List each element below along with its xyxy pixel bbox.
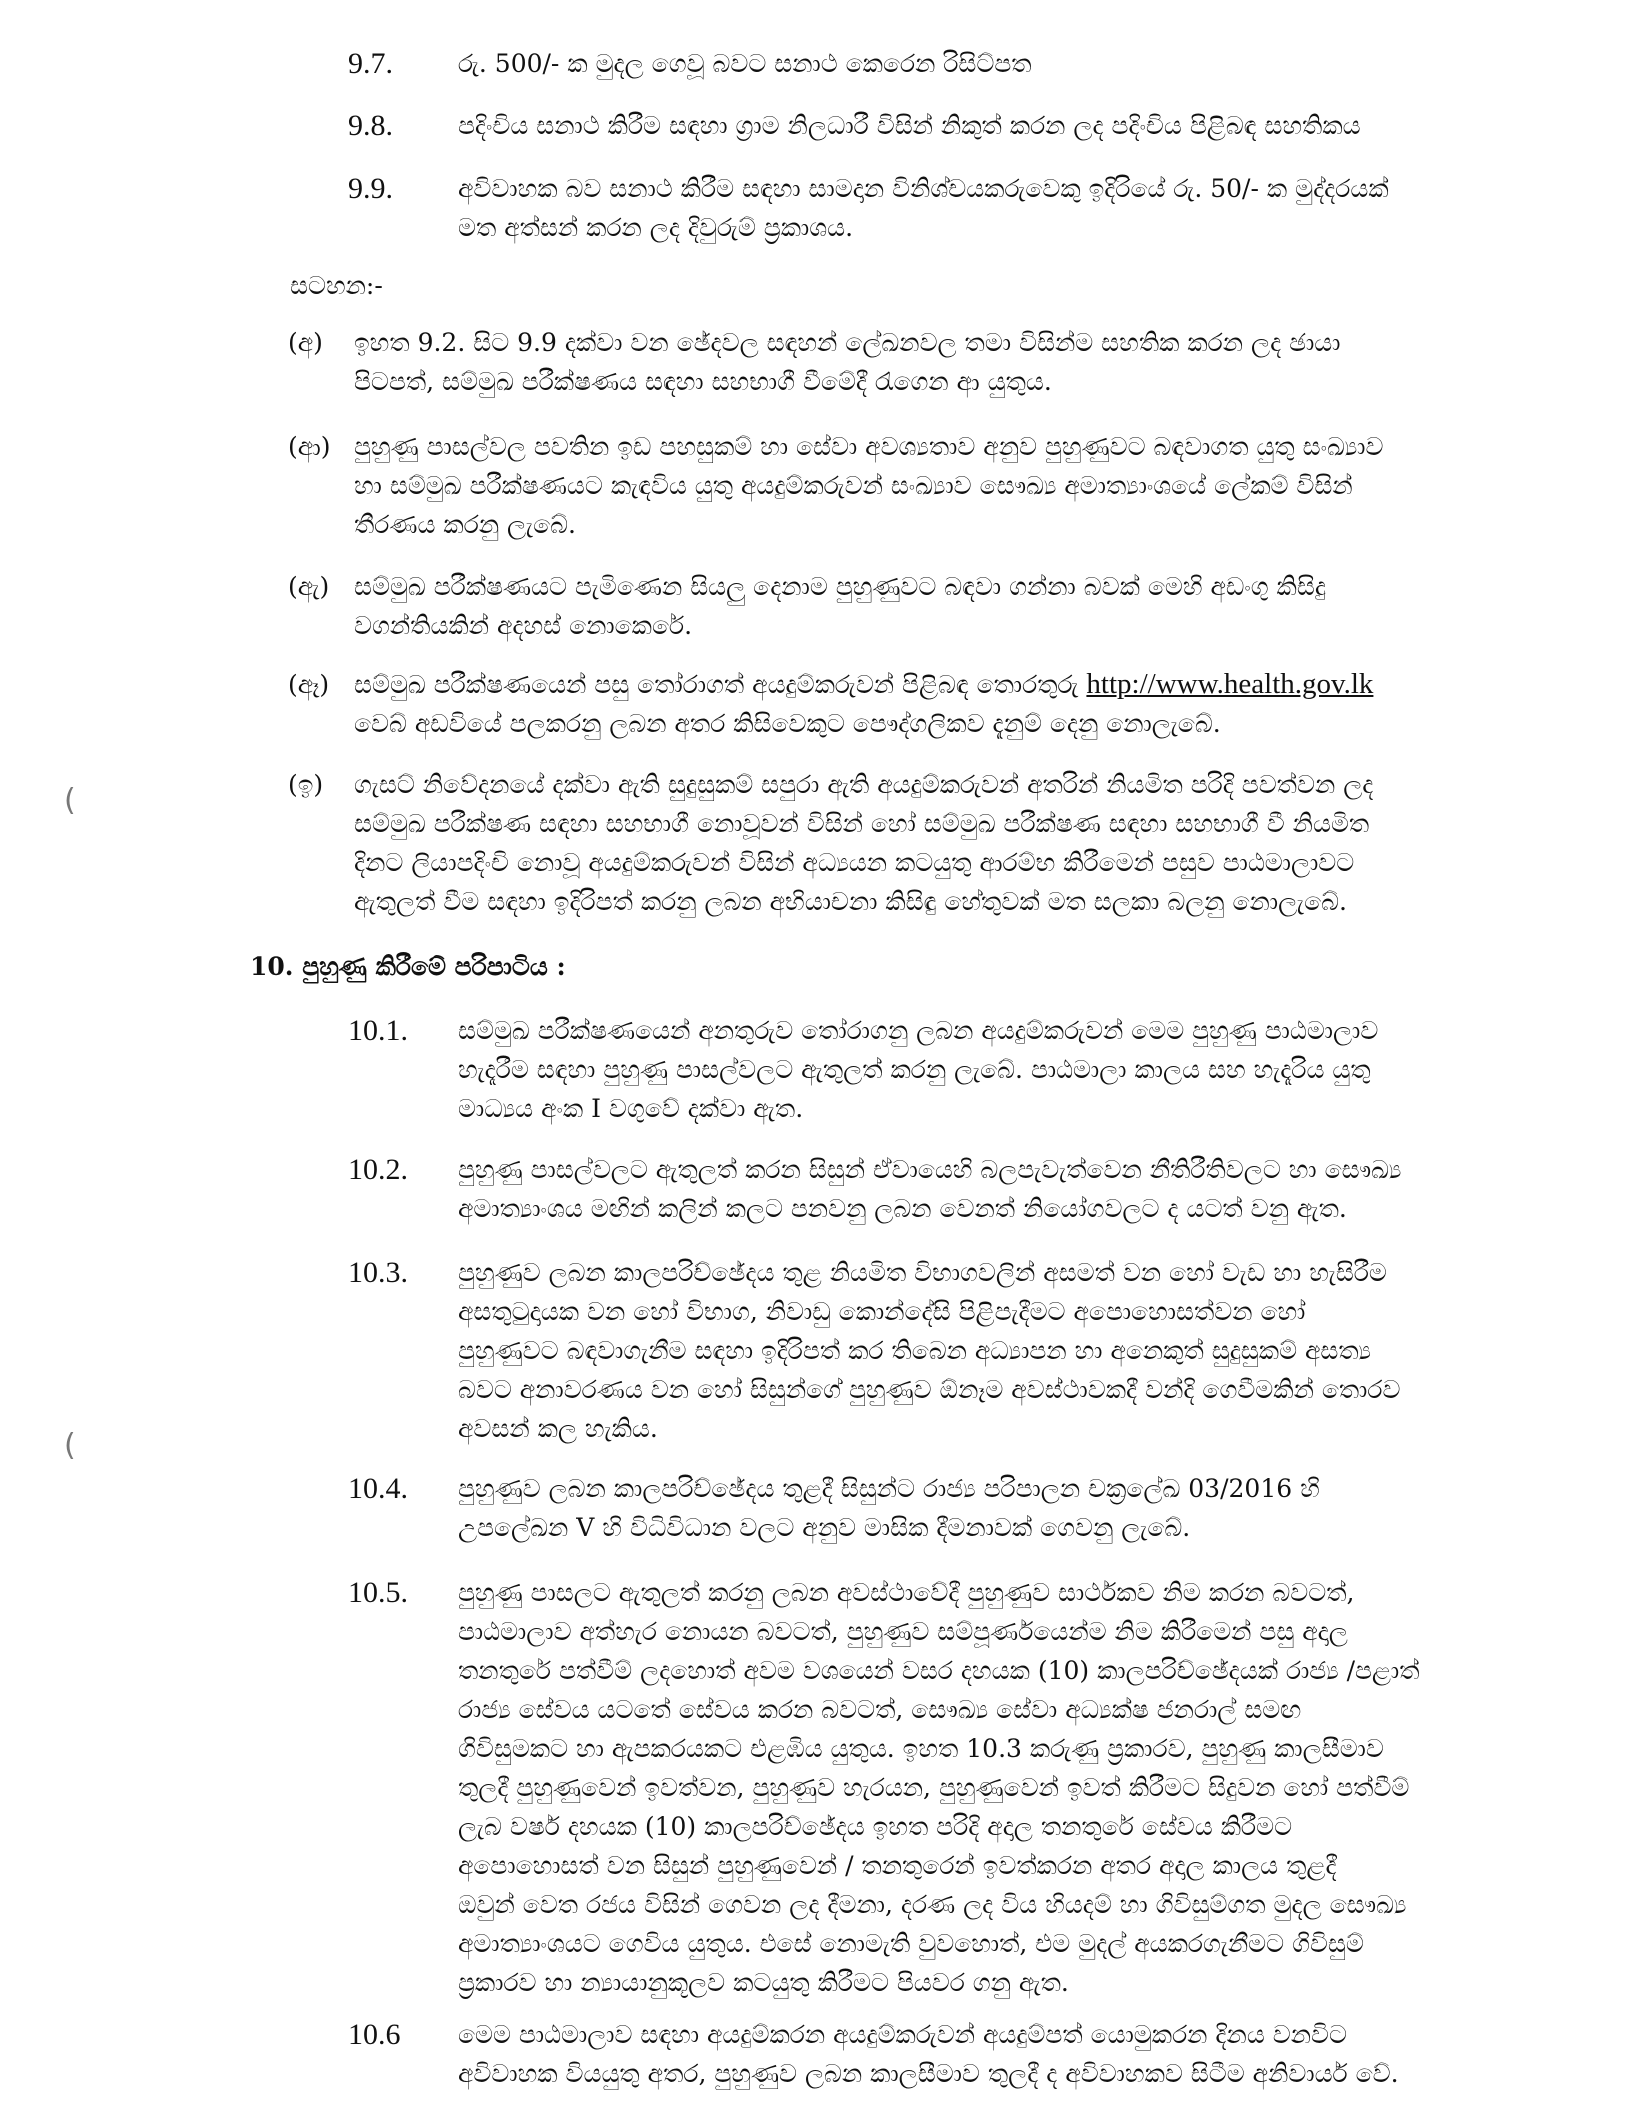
item-text bbox=[458, 1253, 1598, 1448]
note-mark: (ඇ) bbox=[288, 572, 330, 601]
item-text bbox=[458, 1150, 1598, 1228]
item-number: 10.3. bbox=[348, 1256, 408, 1289]
item-line: උපලේඛන V හි විධිවිධාන වලට අනුව මාසික දීමනාවක් ගෙවනු ලැබේ. bbox=[458, 1513, 1191, 1542]
item-line: අවසන් කල හැකිය. bbox=[458, 1414, 658, 1443]
note-line: වගන්තියකින් අදහස් නොකෙරේ. bbox=[354, 611, 693, 640]
item-text bbox=[458, 106, 1598, 145]
item-text bbox=[458, 1469, 1598, 1547]
item-number: 10.5. bbox=[348, 1576, 408, 1609]
item-line: අපොහොසත් වන සිසුන් පුහුණුවෙන් / තනතුරෙන් ඉවත්කරන අතර අදාල කාලය තුළදී bbox=[458, 1851, 1337, 1880]
item-line: මෙම පාඨමාලාව සඳහා අයදුම්කරන අයදුම්කරුවන් අයදුම්පත් යොමුකරන දිනය වනවිට bbox=[458, 2020, 1347, 2049]
item-number: 9.9. bbox=[348, 172, 393, 205]
item-line: පදිංචිය සනාථ කිරීම සඳහා ග්‍රාම නිලධාරී විසින් නිකුත් කරන ලද පදිංචිය පිළිබඳ සහතිකය bbox=[458, 111, 1361, 140]
item-line: පුහුණු පාසල්වලට ඇතුලත් කරන සිසුන් ඒවායෙහි බලපැවැත්වෙන නීතිරීතිවලට හා සෞඛ්‍ය bbox=[458, 1155, 1402, 1184]
note-line: සම්මුඛ පරීක්ෂණයට පැමිණෙන සියලු දෙනාම පුහුණුවට බඳවා ගන්නා බවක් මෙහි අඩංගු කිසිදු bbox=[354, 572, 1326, 601]
note-text bbox=[354, 567, 1598, 645]
item-line: අවිවාහක වියයුතු අතර, පුහුණුව ලබන කාලසීමාව තුලදී ද අවිවාහකව සිටීම අනිවාර්ය වේ. bbox=[458, 2059, 1399, 2088]
item-line: අසතුටුදායක වන හෝ විභාග, නිවාඩු කොන්දේසි පිළිපැදීමට අපොහොසත්වන හෝ bbox=[458, 1297, 1306, 1326]
item-line: ප්‍රකාරව හා න්‍යායානුකූලව කටයුතු කිරීමට පියවර ගනු ඇත. bbox=[458, 1968, 1069, 1997]
note-mark: (ඉ) bbox=[288, 770, 324, 799]
note-line: හා සම්මුඛ පරීක්ෂණයට කැඳවිය යුතු අයදුම්කරුවන් සංඛ්‍යාව සෞඛ්‍ය අමාත්‍යාංශයේ ලේකම් විසින් bbox=[354, 471, 1353, 500]
item-number: 10.2. bbox=[348, 1153, 408, 1186]
item-text bbox=[458, 169, 1598, 247]
note-mark: (ආ) bbox=[288, 432, 331, 461]
note-text bbox=[354, 665, 1598, 743]
item-number: 9.8. bbox=[348, 109, 393, 142]
item-text bbox=[458, 1573, 1598, 2002]
note-line: වෙබ් අඩවියේ පලකරනු ලබන අතර කිසිවෙකුට පෞද්ගලිකව දැනුම් දෙනු නොලැබේ. bbox=[354, 709, 1221, 738]
section-10-heading: 10. පුහුණු කිරීමේ පරිපාටිය : bbox=[250, 952, 566, 981]
note-text bbox=[354, 323, 1598, 401]
item-line: සම්මුඛ පරීක්ෂණයෙන් අනතුරුව තෝරාගනු ලබන අයදුම්කරුවන් මෙම පුහුණු පාඨමාලාව bbox=[458, 1016, 1379, 1045]
item-line: තුලදී පුහුණුවෙන් ඉවත්වන, පුහුණුව හැරයන, පුහුණුවෙන් ඉවත් කිරීමට සිදුවන හෝ පත්වීම් bbox=[458, 1773, 1410, 1802]
item-text bbox=[458, 2015, 1598, 2093]
note-line: ඉහත 9.2. සිට 9.9 දක්වා වන ඡේදවල සඳහන් ලේඛනවල තමා විසින්ම සහතික කරන ලද ඡායා bbox=[354, 328, 1341, 357]
note-line: දිනට ලියාපදිංචි නොවූ අයදුම්කරුවන් විසින් අධ්‍යයන කටයුතු ආරම්භ කිරීමෙන් පසුව පාඨමාලාවට bbox=[354, 848, 1355, 877]
item-line: අවිවාහක බව සනාථ කිරීම සඳහා සාමදාන විනිශ්චයකරුවෙකු ඉදිරියේ රු. 50/- ක මුද්දරයක් bbox=[458, 174, 1389, 203]
item-line: ගිවිසුමකට හා ඇපකරයකට එළඹිය යුතුය. ඉහත 10.3 කරුණු ප්‍රකාරව, පුහුණු කාලසීමාව bbox=[458, 1734, 1384, 1763]
note-line-prefix: සම්මුඛ පරීක්ෂණයෙන් පසු තෝරාගත් අයදුම්කරුවන් පිළිබඳ තොරතුරු bbox=[354, 670, 1087, 699]
notes-heading: සටහන:- bbox=[290, 271, 383, 300]
item-line: පාඨමාලාව අත්හැර නොයන බවටත්, පුහුණුව සම්පූර්ණයෙන්ම නිම කිරීමෙන් පසු අදාල bbox=[458, 1617, 1348, 1646]
item-line: බවට අනාවරණය වන හෝ සිසුන්ගේ පුහුණුව ඕනෑම අවස්ථාවකදී වන්දි ගෙවීමකින් තොරව bbox=[458, 1375, 1401, 1404]
note-line: සම්මුඛ පරීක්ෂණ සඳහා සහභාගී නොවූවන් විසින් හෝ සම්මුඛ පරීක්ෂණ සඳහා සහභාගී වී නියමිත bbox=[354, 809, 1370, 838]
note-line: ගැසට් නිවේදනයේ දක්වා ඇති සුදුසුකම් සපුරා ඇති අයදුම්කරුවන් අතරින් නියමිත පරිදි පවත්වන ලද bbox=[354, 770, 1374, 799]
note-line: තීරණය කරනු ලැබේ. bbox=[354, 510, 576, 539]
margin-bracket-mark: ( bbox=[64, 783, 76, 818]
note-mark: (අ) bbox=[288, 328, 323, 357]
item-line: මාධ්‍යය අංක I වගුවේ දක්වා ඇත. bbox=[458, 1094, 804, 1123]
item-line: ලැබ වර්ෂ දහයක (10) කාලපරිච්ඡේදය ඉහත පරිදි අදාල තනතුරේ සේවය කිරීමට bbox=[458, 1812, 1293, 1841]
note-line: ඇතුලත් වීම සඳහා ඉදිරිපත් කරනු ලබන අභියාචනා කිසිඳු හේතුවක් මත සලකා බලනු නොලැබේ. bbox=[354, 887, 1347, 916]
note-text bbox=[354, 765, 1598, 921]
item-line: අමාත්‍යාංශය මඟින් කලින් කලට පනවනු ලබන වෙනත් නියෝගවලට ද යටත් වනු ඇත. bbox=[458, 1194, 1347, 1223]
item-line: පුහුණුව ලබන කාලපරිච්ඡේදය තුළදී සිසුන්ට රාජ්‍ය පරිපාලන චක්‍රලේඛ 03/2016 හි bbox=[458, 1474, 1320, 1503]
item-line: පුහුණු පාසලට ඇතුලත් කරනු ලබන අවස්ථාවේදී පුහුණුව සාර්ථකව නිම කරන බවටත්, bbox=[458, 1578, 1355, 1607]
item-line: පුහුණුව ලබන කාලපරිච්ඡේදය තුළ නියමිත විභාගවලින් අසමත් වන හෝ වැඩ හා හැසිරීම bbox=[458, 1258, 1387, 1287]
item-text bbox=[458, 44, 1598, 83]
item-line: හැදෑරීම සඳහා පුහුණු පාසල්වලට ඇතුලත් කරනු ලැබේ. පාඨමාලා කාලය සහ හැදෑරිය යුතු bbox=[458, 1055, 1371, 1084]
item-line: ඔවුන් වෙත රජය විසින් ගෙවන ලද දීමනා, දරණ ලද විය හියදම් හා ගිවිසුම්ගත මුදල සෞඛ්‍ය bbox=[458, 1890, 1407, 1919]
note-text bbox=[354, 427, 1598, 544]
note-mark: (ඈ) bbox=[288, 670, 330, 699]
note-line bbox=[354, 665, 1598, 704]
item-line: රාජ්‍ය සේවය යටතේ සේවය කරන බවටත්, සෞඛ්‍ය සේවා අධ්‍යක්ෂ ජනරාල් සමඟ bbox=[458, 1695, 1302, 1724]
item-line: පුහුණුවට බඳවාගැනීම සඳහා ඉදිරිපත් කර තිබෙන අධ්‍යාපන හා අනෙකුත් සුදුසුකම් අසත්‍ය bbox=[458, 1336, 1372, 1365]
item-line: රු. 500/- ක මුදල ගෙවූ බවට සනාථ කෙරෙන රිසිට්පත bbox=[458, 49, 1032, 78]
health-website-link[interactable]: http://www.health.gov.lk bbox=[1086, 668, 1374, 700]
note-line: පුහුණු පාසල්වල පවතින ඉඩ පහසුකම් හා සේවා අවශ්‍යතාව අනුව පුහුණුවට බඳවාගත යුතු සංඛ්‍යාව bbox=[354, 432, 1384, 461]
margin-bracket-mark: ( bbox=[64, 1428, 76, 1463]
item-line: මත අත්සන් කරන ලද දිවුරුම් ප්‍රකාශය. bbox=[458, 213, 854, 242]
item-line: අමාත්‍යාංශයට ගෙවිය යුතුය. එසේ නොමැති වුවහොත්, එම මුදල් අයකරගැනීමට ගිවිසුම් bbox=[458, 1929, 1364, 1958]
item-number: 9.7. bbox=[348, 47, 393, 80]
item-number: 10.4. bbox=[348, 1472, 408, 1505]
item-line: තනතුරේ පත්වීම් ලදහොත් අවම වශයෙන් වසර දහයක (10) කාලපරිච්ඡේදයක් රාජ්‍ය /පළාත් bbox=[458, 1656, 1420, 1685]
item-number: 10.1. bbox=[348, 1014, 408, 1047]
item-text bbox=[458, 1011, 1598, 1128]
item-number: 10.6 bbox=[348, 2018, 401, 2051]
note-line: පිටපත්, සම්මුඛ පරීක්ෂණය සඳහා සහභාගී වීමේදී රැගෙන ආ යුතුය. bbox=[354, 367, 1052, 396]
